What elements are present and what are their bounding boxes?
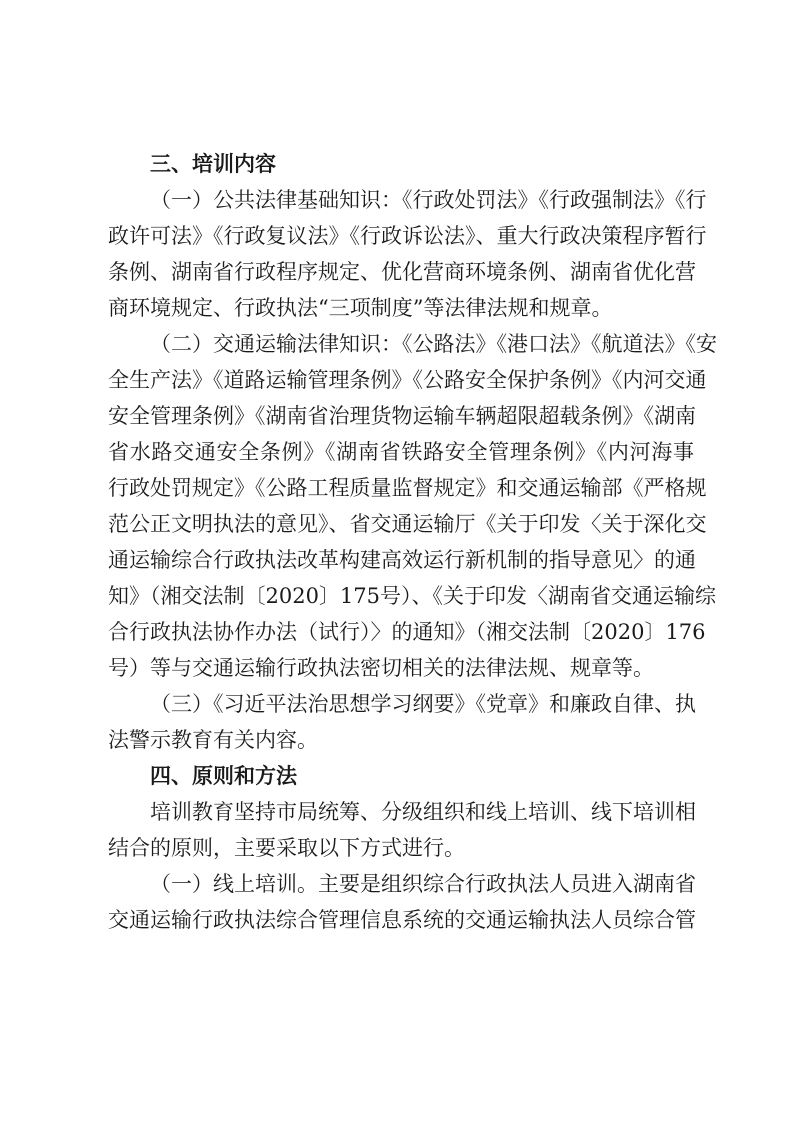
text-line: 省水路交通安全条例》《湖南省铁路安全管理条例》《内河海事: [108, 440, 694, 464]
text-line: （一）公共法律基础知识：《行政处罚法》《行政强制法》《行: [150, 188, 707, 212]
paragraph-principles: [108, 794, 694, 866]
text-line: 号）等与交通运输行政执法密切相关的法律法规、规章等。: [108, 656, 654, 680]
paragraph-transport-law: [108, 326, 717, 686]
text-line: 安全管理条例》《湖南省治理货物运输车辆超限超载条例》《湖南: [108, 404, 696, 428]
document-body: [108, 146, 717, 938]
text-line: 合行政执法协作办法（试行）〉的通知》（湘交法制〔2020〕176: [108, 620, 706, 644]
paragraph-public-law-basics: [108, 182, 707, 326]
text-line: 知》（湘交法制〔2020〕175号）、《关于印发〈湖南省交通运输综: [108, 584, 717, 608]
text-line: （三）《习近平法治思想学习纲要》《党章》和廉政自律、执: [150, 692, 696, 716]
section-heading-training-content: 三、培训内容: [150, 152, 276, 176]
text-line: 法警示教育有关内容。: [108, 728, 318, 752]
text-line: 通运输综合行政执法改革构建高效运行新机制的指导意见〉的通: [108, 548, 696, 572]
text-line: 全生产法》《道路运输管理条例》《公路安全保护条例》《内河交通: [108, 368, 707, 392]
text-line: 培训教育坚持市局统筹、分级组织和线上培训、线下培训相: [150, 800, 696, 824]
paragraph-online-training: [108, 866, 694, 938]
text-line: 交通运输行政执法综合管理信息系统的交通运输执法人员综合管: [108, 908, 696, 932]
section-heading-principles-and-methods: 四、原则和方法: [150, 764, 297, 788]
text-line: 行政处罚规定》《公路工程质量监督规定》和交通运输部《严格规: [108, 476, 707, 500]
text-line: 结合的原则，主要采取以下方式进行。: [108, 836, 465, 860]
text-line: 范公正文明执法的意见》、省交通运输厅《关于印发〈关于深化交: [108, 512, 707, 536]
text-line: （二）交通运输法律知识：《公路法》《港口法》《航道法》《安: [150, 332, 717, 356]
text-line: 条例、湖南省行政程序规定、优化营商环境条例、湖南省优化营: [108, 260, 696, 284]
paragraph-xi-thought-and-party-charter: [108, 686, 694, 758]
text-line: （一）线上培训。主要是组织综合行政执法人员进入湖南省: [150, 872, 696, 896]
text-line: 商环境规定、行政执法“三项制度”等法律法规和规章。: [108, 296, 613, 320]
text-line: 政许可法》《行政复议法》《行政诉讼法》、重大行政决策程序暂行: [108, 224, 707, 248]
